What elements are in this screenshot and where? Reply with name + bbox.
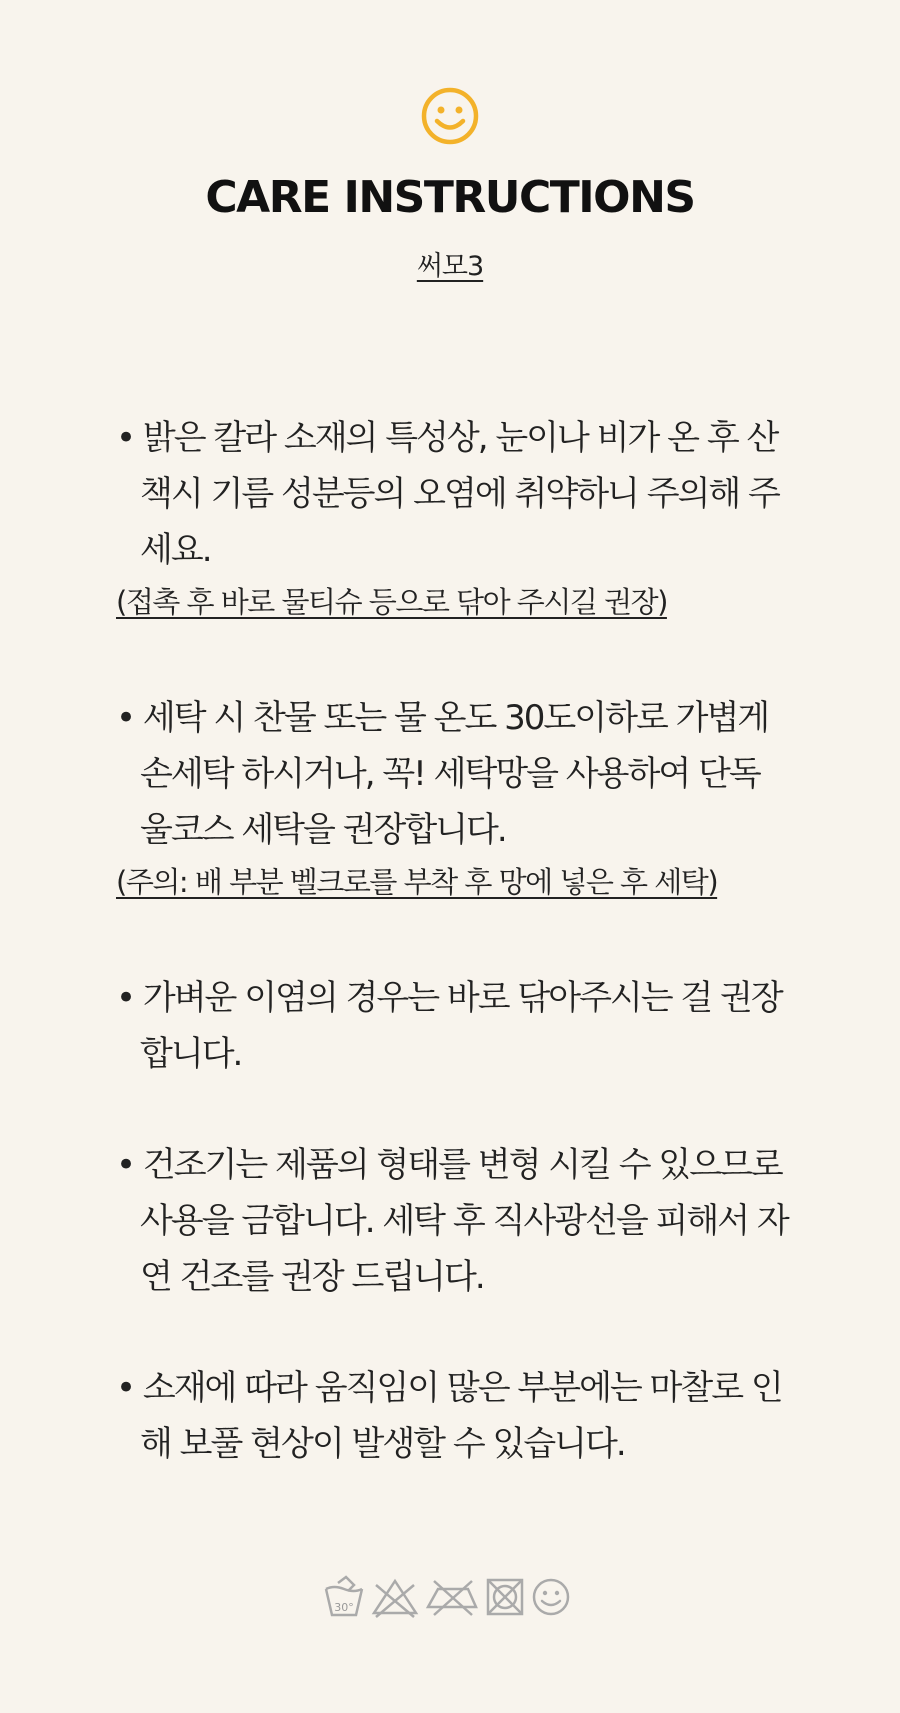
page-title: CARE INSTRUCTIONS [205,172,695,223]
care-item [116,690,796,902]
care-item-text: • 건조기는 제품의 형태를 변형 시킬 수 있으므로 사용을 금합니다. 세탁 후 직사광선을 피해서 자연 건조를 권장 드립니다. [116,1145,788,1297]
care-item [116,1360,796,1472]
care-item-note: (주의: 배 부분 벨크로를 부착 후 망에 넣은 후 세탁) [116,865,718,899]
care-item-text: • 세탁 시 찬물 또는 물 온도 30도이하로 가볍게 손세탁 하시거나, 꼭! 세탁망을 사용하여 단독 울코스 세탁을 권장합니다. [116,698,769,850]
smiley-icon [530,1575,572,1619]
care-item-text: • 밝은 칼라 소재의 특성상, 눈이나 비가 온 후 산책시 기름 성분등의 오염에 취약하니 주의해 주세요. [116,418,779,570]
care-item [116,1137,796,1305]
care-item-text: • 소재에 따라 움직임이 많은 부분에는 마찰로 인해 보풀 현상이 발생할 수 있습니다. [116,1368,782,1464]
care-item [116,970,796,1082]
care-item-text: • 가벼운 이염의 경우는 바로 닦아주시는 걸 권장합니다. [116,978,782,1074]
care-item-note: (접촉 후 바로 물티슈 등으로 닦아 주시길 권장) [116,585,667,619]
no-bleach-icon [370,1575,420,1619]
care-item [116,410,796,622]
smiley-icon [420,86,480,146]
product-name: 써모3 [416,251,484,282]
svg-text:30°: 30° [334,1601,354,1614]
no-tumble-dry-icon [484,1575,526,1619]
no-iron-icon [424,1575,480,1619]
care-symbols [322,1572,572,1622]
hand-wash-30-icon [322,1575,366,1619]
